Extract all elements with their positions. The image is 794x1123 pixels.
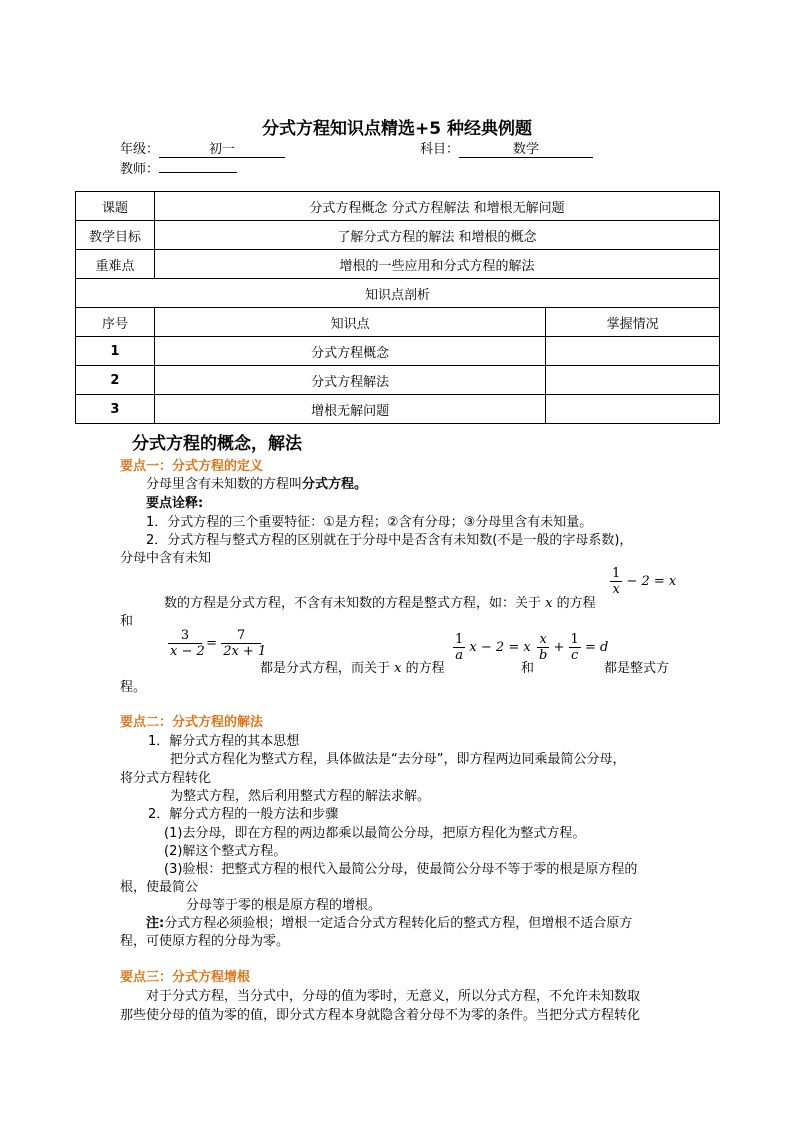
point-3-line-2: 那些使分母的值为零的值，即分式方程本身就隐含着分母不为零的条件。当把分式方程转化: [120, 1008, 641, 1023]
point-2-line-6: (1)去分母，即在方程的两边都乘以最简公分母，把原方程化为整式方程。: [164, 826, 586, 841]
equation-2: [168, 628, 267, 659]
goal-value: 了解分式方程的解法 和增根的概念: [154, 221, 719, 250]
row-topic: 增根无解问题: [154, 395, 545, 424]
point-1-line-5: [260, 657, 445, 676]
teacher-value: [159, 157, 237, 173]
goal-label: 教学目标: [76, 221, 155, 250]
point-1-line-1: 1．分式方程的三个重要特征：①是方程；②含有分母；③分母里含有未知量。: [146, 515, 593, 530]
row-status: [546, 337, 720, 366]
variable-x: x: [394, 661, 402, 676]
row-no: 1: [76, 337, 155, 366]
eq1-denominator: x: [612, 582, 620, 597]
point-2-line-5: 2．解分式方程的一般方法和步骤: [148, 807, 339, 822]
topic-label: 课题: [76, 192, 155, 221]
section-title: 知识点剖析: [76, 279, 720, 308]
point-2-line-10: 分母等于零的根是原方程的增根。: [186, 898, 382, 913]
row-status: [546, 395, 720, 424]
point-2-title: 要点二：分式方程的解法: [120, 715, 264, 730]
eq3-denominator: a: [455, 648, 464, 663]
definition-term: 分式方程。: [302, 477, 368, 492]
line-4-text-b: 的方程: [556, 596, 596, 611]
equation-3: [453, 632, 531, 663]
table-row: [76, 192, 720, 221]
lesson-info-table: [75, 191, 720, 424]
point-2-line-11: [146, 912, 632, 931]
row-topic: 分式方程概念: [154, 337, 545, 366]
key-label: 重难点: [76, 250, 155, 279]
table-row: [76, 279, 720, 308]
and-word: 和: [120, 614, 134, 629]
teacher-row: [120, 157, 237, 177]
table-row: [76, 250, 720, 279]
eq4-numerator-2: 1: [570, 632, 579, 647]
point-1-line-4: [164, 592, 596, 611]
point-1-note-label: 要点诠释:: [146, 496, 204, 511]
point-2-line-3: 将分式方程转化: [120, 771, 212, 786]
point-1-line-5-end: 都是整式方: [604, 661, 670, 676]
header-status: 掌握情况: [546, 308, 720, 337]
eq2-numerator-1: 3: [168, 628, 202, 644]
table-header-row: [76, 308, 720, 337]
grade-row: [120, 138, 285, 158]
row-no: 2: [76, 366, 155, 395]
point-1-line-3: 分母中含有未知: [120, 551, 212, 566]
eq4-denominator-1: b: [539, 648, 548, 663]
point-2-line-9: 根，使最简公: [120, 880, 199, 895]
subject-label: 科目：: [420, 142, 460, 157]
equation-1: [610, 566, 676, 597]
point-1-title: 要点一：分式方程的定义: [120, 459, 264, 474]
eq3-rest: x − 2 = x: [469, 640, 531, 655]
eq4-rest: = d: [584, 640, 609, 655]
header-no: 序号: [76, 308, 155, 337]
definition-text: 分母里含有未知数的方程叫: [146, 477, 303, 492]
point-2-line-1: 1．解分式方程的其本思想: [148, 734, 300, 749]
line-4-text: 数的方程是分式方程，不含有未知数的方程是整式方程，如：关于: [164, 596, 542, 611]
topic-value: 分式方程概念 分式方程解法 和增根无解问题: [154, 192, 719, 221]
eq2-equals: =: [206, 636, 218, 651]
table-row: [76, 221, 720, 250]
section-heading: 分式方程的概念，解法: [132, 434, 302, 454]
point-2-line-2: 把分式方程化为整式方程，具体做法是“去分母”，即方程两边同乘最简公分母，: [170, 752, 626, 767]
eq2-denominator-2: 2x + 1: [223, 644, 267, 659]
row-status: [546, 366, 720, 395]
note-label: 注:: [146, 916, 165, 931]
and-word-2: 和: [521, 661, 535, 676]
eq4-plus: +: [553, 640, 565, 655]
equation-4: [537, 632, 608, 663]
point-1-definition: [146, 473, 367, 492]
variable-x: x: [545, 596, 553, 611]
grade-value: 初一: [159, 142, 285, 158]
table-row: [76, 366, 720, 395]
table-row: [76, 337, 720, 366]
eq1-rest: − 2 = x: [626, 574, 677, 589]
teacher-label: 教师：: [120, 162, 160, 177]
eq3-numerator: 1: [455, 632, 464, 647]
point-1-line-2: 2．分式方程与整式方程的区别就在于分母中是否含有未知数(不是一般的字母系数)，: [146, 533, 633, 548]
line-5-text-a: 都是分式方程，而关于: [260, 661, 391, 676]
table-row: [76, 395, 720, 424]
key-value: 增根的一些应用和分式方程的解法: [154, 250, 719, 279]
eq4-numerator-1: x: [537, 632, 549, 648]
grade-label: 年级：: [120, 142, 160, 157]
note-text: 分式方程必须验根；增根一定适合分式方程转化后的整式方程，但增根不适合原方: [164, 916, 633, 931]
header-topic: 知识点: [154, 308, 545, 337]
eq2-denominator-1: x − 2: [170, 644, 205, 659]
document-title: 分式方程知识点精选+5 种经典例题: [262, 119, 532, 139]
point-3-title: 要点三：分式方程增根: [120, 970, 251, 985]
row-topic: 分式方程解法: [154, 366, 545, 395]
point-2-line-7: (2)解这个整式方程。: [164, 844, 287, 859]
row-no: 3: [76, 395, 155, 424]
point-1-line-6: 程。: [120, 680, 147, 695]
point-2-line-4: 为整式方程，然后利用整式方程的解法求解。: [170, 789, 431, 804]
subject-value: 数学: [459, 142, 593, 158]
line-5-text-b: 的方程: [405, 661, 445, 676]
point-3-line-1: 对于分式方程，当分式中，分母的值为零时，无意义，所以分式方程，不允许未知数取: [146, 989, 641, 1004]
point-2-line-12: 程，可使原方程的分母为零。: [120, 934, 290, 949]
eq2-numerator-2: 7: [221, 628, 261, 644]
eq4-denominator-2: c: [571, 648, 579, 663]
subject-row: [420, 138, 593, 158]
point-2-line-8: (3)验根：把整式方程的根代入最简公分母，使最简公分母不等于零的根是原方程的: [164, 862, 638, 877]
eq1-numerator: 1: [612, 566, 621, 581]
